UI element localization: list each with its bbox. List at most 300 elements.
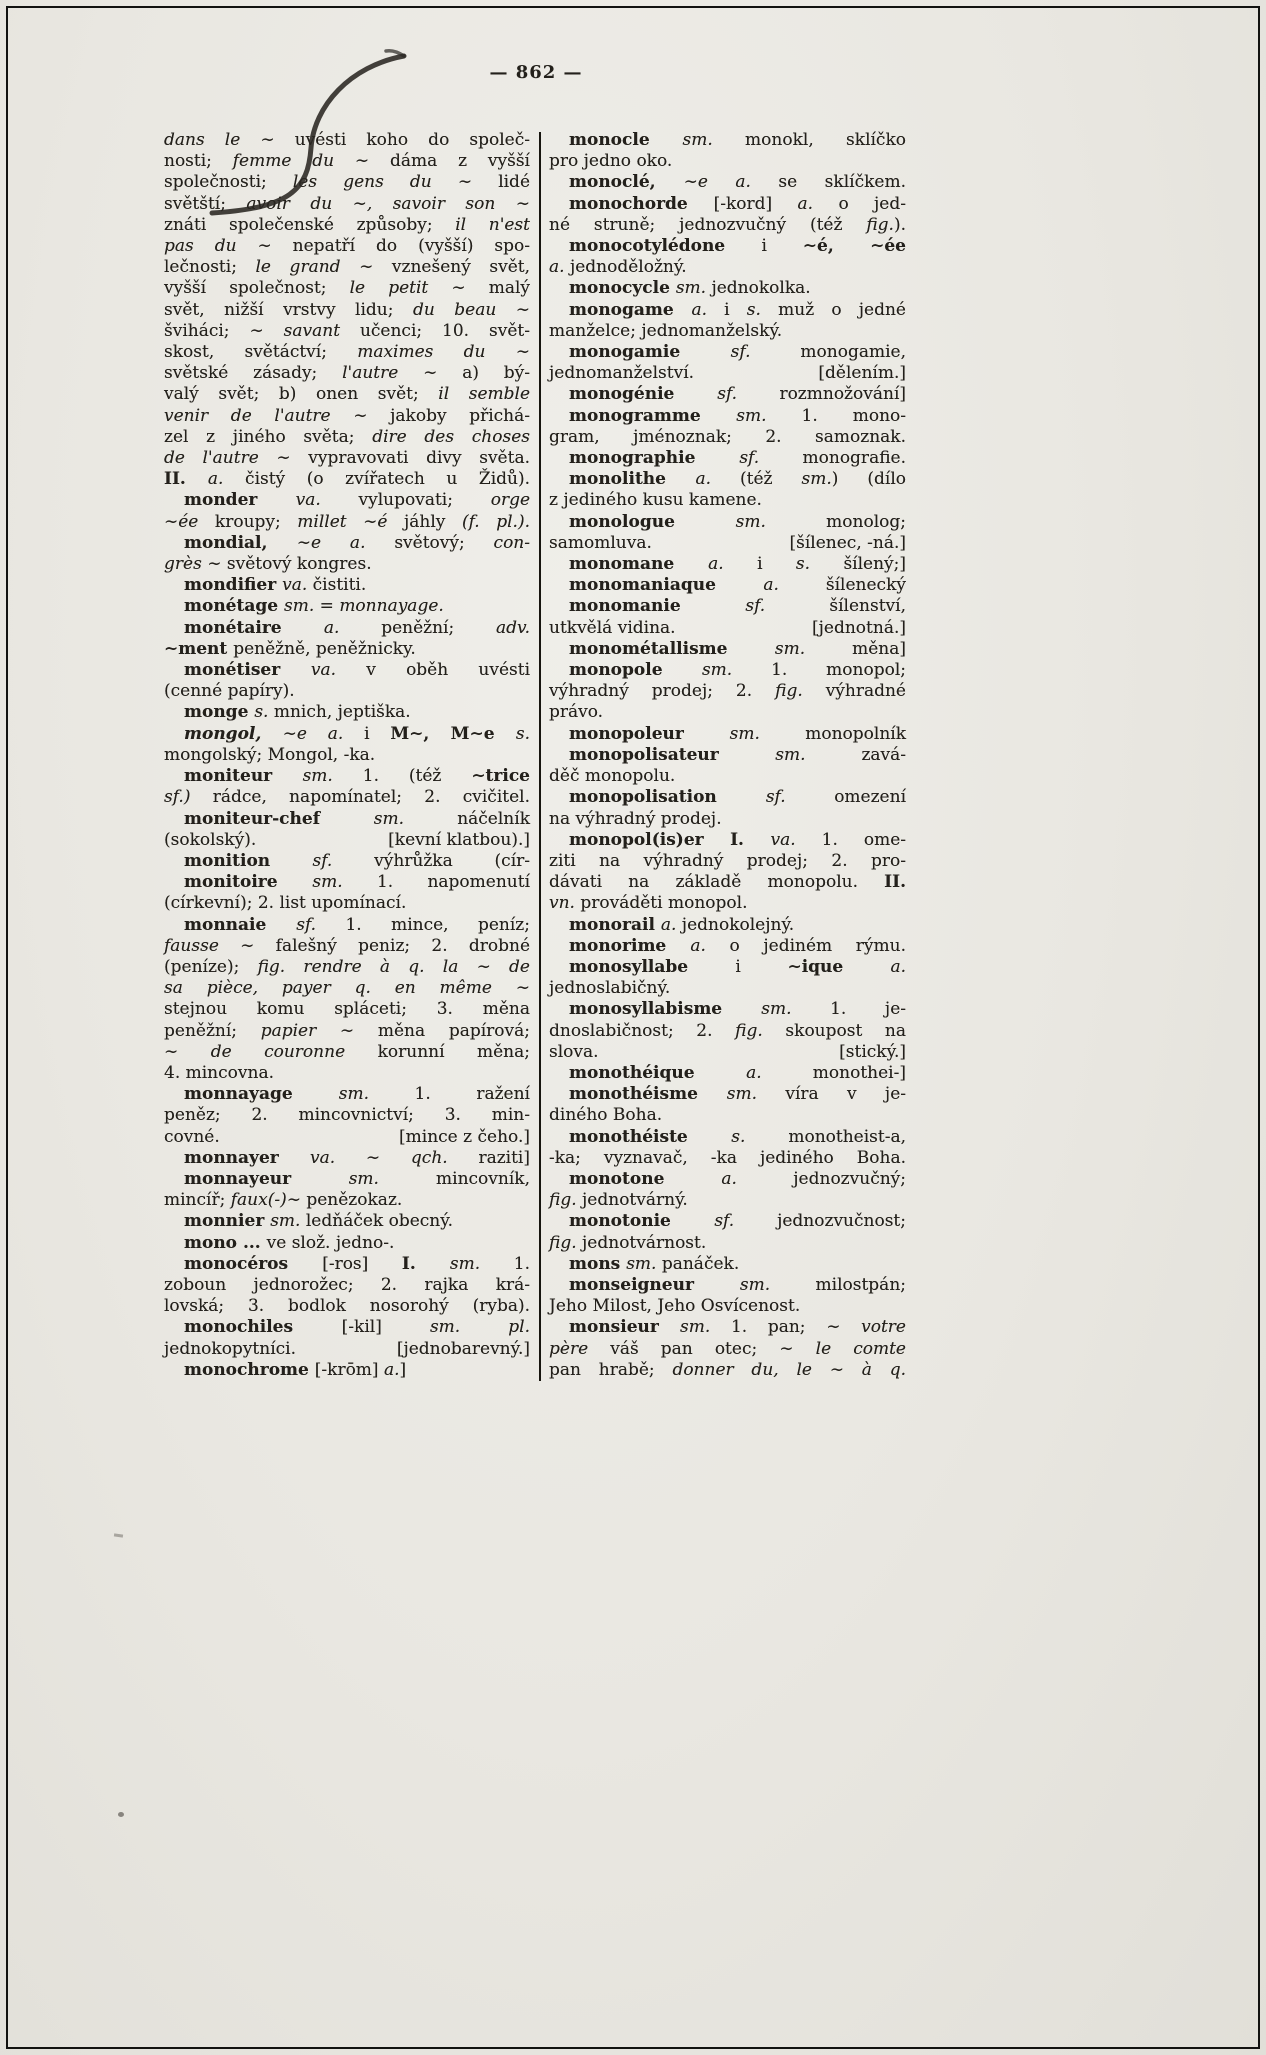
line-main-text — [164, 1275, 530, 1295]
text-segment: sm. — [729, 723, 806, 744]
text-segment: skoupost na — [785, 1020, 907, 1041]
line-main-text — [164, 448, 530, 468]
line-bracket-note — [790, 533, 907, 554]
text-segment: penězokaz. — [306, 1190, 403, 1211]
line-main-text — [549, 1190, 688, 1210]
dict-line — [549, 533, 906, 554]
dict-line — [549, 872, 906, 893]
text-segment: faux(-)∼ — [230, 1190, 307, 1211]
line-main-text — [569, 660, 906, 680]
dict-line — [164, 130, 530, 151]
dict-line — [549, 1042, 906, 1063]
dict-line — [164, 236, 530, 257]
dict-line — [549, 257, 906, 278]
text-segment: na výhradný prodej. — [549, 808, 722, 829]
text-segment: orge — [490, 490, 531, 511]
dict-line — [549, 787, 906, 808]
dict-line — [549, 830, 906, 851]
text-segment: ∼trice — [471, 766, 530, 787]
dict-line — [164, 257, 530, 278]
text-segment: monomane — [569, 554, 709, 575]
line-main-text — [549, 1021, 906, 1041]
text-segment: II. — [884, 872, 906, 893]
dict-line — [164, 660, 530, 681]
text-segment: mondifier — [184, 575, 283, 596]
line-main-text — [164, 1127, 220, 1148]
line-main-text — [184, 915, 530, 935]
line-main-text — [184, 660, 530, 680]
dict-line — [164, 215, 530, 236]
text-segment: světový kongres. — [226, 554, 372, 575]
line-main-text — [549, 427, 906, 447]
text-segment: 1. je- — [830, 999, 907, 1020]
text-segment: monochorde — [569, 193, 714, 214]
line-main-text — [549, 1105, 662, 1125]
text-segment: s. — [254, 702, 274, 723]
text-segment: monokl, sklíčko — [745, 130, 906, 150]
text-segment: jednotvárný. — [582, 1190, 688, 1211]
text-segment: venir de l'autre ∼ — [164, 405, 391, 426]
dict-line — [164, 766, 530, 787]
text-segment: mincovník, — [436, 1168, 530, 1189]
dict-line — [164, 681, 530, 702]
text-segment: sm. — [675, 278, 712, 299]
text-segment: peněžní; — [164, 1020, 261, 1041]
text-segment: s. — [746, 299, 779, 320]
dict-line — [164, 830, 530, 851]
dict-line — [164, 1339, 530, 1360]
text-segment: les gens du ∼ — [292, 172, 499, 193]
line-main-text — [164, 406, 530, 426]
text-segment: sm. — [373, 808, 458, 829]
page-number: — 862 — — [489, 62, 583, 83]
text-segment: zavá- — [861, 744, 907, 765]
text-segment: vyšší společnost; — [164, 278, 350, 299]
line-main-text — [164, 639, 416, 659]
text-segment: pro jedno oko. — [549, 151, 673, 172]
line-main-text — [164, 384, 530, 404]
dict-line — [164, 1211, 530, 1232]
dict-line — [164, 172, 530, 193]
text-segment: monnaie — [184, 914, 297, 935]
text-segment: monogame — [569, 299, 692, 320]
line-main-text — [164, 172, 530, 192]
text-segment: i — [761, 236, 803, 257]
dict-line — [164, 512, 530, 533]
dict-line — [549, 575, 906, 596]
text-segment: ∼e a. — [282, 723, 365, 744]
line-main-text — [164, 257, 530, 277]
text-segment: il n'est — [455, 214, 530, 235]
dict-line — [549, 766, 906, 787]
line-main-text — [569, 172, 906, 192]
text-segment: výhradný prodej; 2. — [549, 681, 776, 702]
text-segment: monogramme — [569, 405, 737, 426]
text-segment: va. — [295, 490, 359, 511]
dict-line — [549, 512, 906, 533]
dict-line — [549, 724, 906, 745]
dict-line — [549, 1148, 906, 1169]
line-main-text — [164, 469, 530, 489]
text-segment: sm. — [801, 469, 832, 490]
text-segment: valý svět; b) onen svět; — [164, 384, 439, 405]
text-segment: monocotylédone — [569, 236, 762, 257]
text-segment: fig. rendre à q. la ∼ de — [257, 956, 530, 977]
text-segment: mnich, jeptiška. — [273, 702, 411, 723]
text-segment: v oběh uvésti — [366, 660, 531, 681]
text-segment: ∼ique — [787, 956, 891, 977]
text-segment: pan hrabě; — [549, 1359, 673, 1380]
text-segment: a. — [690, 935, 730, 956]
text-segment: jednotvárnost. — [582, 1232, 707, 1253]
text-segment: šílenecký — [825, 575, 906, 596]
text-segment: femme du ∼ — [232, 151, 390, 172]
text-segment: monocycle — [569, 278, 676, 299]
text-segment: svět, nižší vrstvy lidu; — [164, 299, 413, 320]
text-segment: né struně; jednozvučný (též — [549, 214, 867, 235]
line-main-text — [184, 851, 530, 871]
text-segment: I. — [401, 1253, 450, 1274]
line-main-text — [569, 575, 906, 595]
text-segment: va. ∼ qch. — [310, 1147, 479, 1168]
text-segment: le petit ∼ — [349, 278, 489, 299]
dict-line — [549, 490, 906, 511]
line-main-text — [569, 1254, 739, 1274]
text-segment: sf. — [739, 448, 803, 469]
line-main-text — [549, 851, 906, 871]
dict-line — [164, 936, 530, 957]
line-main-text — [569, 999, 906, 1019]
text-segment: [jednobarevný.] — [396, 1338, 530, 1359]
text-segment: (cenné papíry). — [164, 681, 295, 702]
text-segment: covné. — [164, 1126, 220, 1147]
dict-line — [549, 851, 906, 872]
line-main-text — [164, 936, 530, 956]
text-segment: prováděti monopol. — [580, 893, 748, 914]
text-segment: monocéros — [184, 1253, 323, 1274]
text-segment: ∼ votre — [826, 1317, 906, 1338]
dict-line — [549, 978, 906, 999]
dict-line — [164, 915, 530, 936]
dict-line — [549, 1063, 906, 1084]
text-segment: du beau ∼ — [412, 299, 530, 320]
dict-line — [549, 130, 906, 151]
text-segment: monition — [184, 850, 313, 871]
line-main-text — [569, 448, 906, 468]
text-segment: kroupy; — [214, 511, 298, 532]
dict-line — [164, 1021, 530, 1042]
line-main-text — [569, 384, 906, 404]
text-segment: jednozvučný; — [793, 1168, 906, 1189]
text-segment: maximes du ∼ — [357, 342, 530, 363]
text-segment: společnosti; — [164, 172, 293, 193]
text-segment: père — [549, 1338, 611, 1359]
line-main-text — [549, 363, 694, 384]
line-main-text — [549, 766, 675, 786]
text-segment: monétage — [184, 596, 284, 617]
dict-line — [164, 554, 530, 575]
line-main-text — [569, 342, 906, 362]
dict-line — [549, 172, 906, 193]
text-segment: a. — [549, 257, 570, 278]
text-segment: [-kil] — [341, 1317, 430, 1338]
text-segment: falešný peniz; 2. drobné — [275, 935, 531, 956]
dict-line — [164, 702, 530, 723]
dict-line — [549, 936, 906, 957]
text-segment: 1. mince, peníz; — [345, 914, 530, 935]
text-segment: i — [735, 956, 788, 977]
text-segment: monnayage. — [339, 596, 444, 617]
text-segment: omezení — [834, 787, 907, 808]
line-main-text — [569, 596, 906, 616]
text-segment: monnayage — [184, 1084, 339, 1105]
text-segment: a. — [207, 469, 246, 490]
text-segment: II. — [164, 469, 208, 490]
line-bracket-note — [818, 363, 906, 384]
dict-line — [549, 278, 906, 299]
dict-line — [164, 448, 530, 469]
text-segment: ). — [893, 214, 906, 235]
text-segment: 1. (též — [362, 766, 472, 787]
text-segment: sm. — [270, 1211, 306, 1232]
text-segment: moniteur — [184, 766, 303, 787]
text-segment: il semble — [438, 384, 530, 405]
dict-line — [164, 469, 530, 490]
dict-line — [164, 533, 530, 554]
text-segment: peněžní; — [381, 617, 496, 638]
line-main-text — [569, 194, 906, 214]
text-segment: mongolský; Mongol, -ka. — [164, 744, 376, 765]
text-segment: sm. — [284, 596, 320, 617]
dict-line — [549, 554, 906, 575]
text-segment: monosyllabisme — [569, 999, 762, 1020]
line-main-text — [184, 1211, 453, 1231]
text-segment: 1. monopol; — [771, 660, 907, 681]
text-segment: šílenství, — [829, 596, 906, 617]
dict-line — [549, 915, 906, 936]
dictionary-content — [164, 130, 912, 1381]
text-segment: skost, světáctví; — [164, 342, 358, 363]
text-segment: fig. — [775, 681, 826, 702]
text-segment: jednokolka. — [711, 278, 811, 299]
text-segment: mono ... — [184, 1232, 267, 1253]
text-segment: sf. — [730, 342, 801, 363]
dict-line — [549, 1021, 906, 1042]
line-main-text — [164, 427, 530, 447]
line-main-text — [549, 1042, 599, 1063]
line-main-text — [184, 575, 366, 595]
dict-line — [164, 194, 530, 215]
text-segment: va. — [282, 575, 313, 596]
text-segment: gram, jménoznak; 2. samoznak. — [549, 426, 906, 447]
text-segment: sf. — [296, 914, 346, 935]
dict-line — [164, 406, 530, 427]
text-segment: millet ∼é — [297, 511, 405, 532]
text-segment: monolog; — [826, 511, 906, 532]
line-main-text — [569, 1211, 906, 1231]
dict-line — [549, 1211, 906, 1232]
text-segment: o jediném rýmu. — [729, 935, 906, 956]
line-main-text — [164, 215, 530, 235]
text-segment: sm. — [774, 638, 853, 659]
dict-line — [549, 1360, 906, 1381]
line-main-text — [569, 406, 906, 426]
dict-line — [549, 1233, 906, 1254]
text-segment: sm. — [736, 405, 802, 426]
dict-line — [549, 681, 906, 702]
dict-line — [549, 342, 906, 363]
text-segment: monotonie — [569, 1211, 715, 1232]
text-segment: lečnosti; — [164, 257, 256, 278]
text-segment: sm. — [739, 1274, 816, 1295]
text-segment: vypravovati divy světa. — [308, 448, 530, 469]
paper-speck-dot — [118, 1812, 124, 1817]
line-main-text — [549, 1360, 906, 1380]
line-main-text — [549, 1148, 906, 1168]
line-main-text — [569, 724, 906, 744]
text-segment: a. — [383, 1359, 400, 1380]
text-segment: muž o jedné — [778, 299, 906, 320]
text-segment: malý — [488, 278, 530, 299]
text-segment: = — [319, 596, 340, 617]
text-segment: sm. — [302, 766, 363, 787]
text-segment: sf. — [717, 384, 780, 405]
line-main-text — [164, 1063, 274, 1083]
line-main-text — [164, 342, 530, 362]
dict-line — [549, 660, 906, 681]
dict-line — [164, 384, 530, 405]
text-segment: znáti společenské způsoby; — [164, 214, 456, 235]
text-segment: výhrůžka (cír- — [374, 850, 531, 871]
line-main-text — [164, 1190, 402, 1210]
text-segment: samomluva. — [549, 532, 652, 553]
text-segment: a. — [323, 617, 382, 638]
line-main-text — [184, 766, 530, 786]
text-segment: donner du, le ∼ à q. — [672, 1359, 906, 1380]
text-segment: monocle — [569, 130, 683, 150]
text-segment: monogénie — [569, 384, 718, 405]
text-segment: i — [364, 723, 391, 744]
line-main-text — [164, 787, 530, 807]
line-main-text — [164, 554, 372, 574]
text-segment: sm. — [626, 1253, 662, 1274]
text-segment: monotone — [569, 1168, 722, 1189]
line-main-text — [184, 1084, 530, 1104]
text-segment: a. — [691, 299, 725, 320]
text-segment: i — [757, 554, 796, 575]
text-segment: ∼e a. — [683, 172, 779, 193]
text-segment: měna papírová; — [377, 1020, 530, 1041]
line-main-text — [164, 1339, 296, 1360]
line-main-text — [569, 787, 906, 807]
dict-line — [164, 978, 530, 999]
text-segment: a. — [763, 575, 826, 596]
line-bracket-note — [812, 618, 906, 639]
text-segment: monolithe — [569, 469, 696, 490]
line-main-text — [569, 300, 906, 320]
text-segment: měna] — [852, 638, 906, 659]
text-segment: [jednotná.] — [812, 617, 906, 638]
dict-line — [164, 1296, 530, 1317]
text-segment: i — [724, 299, 747, 320]
line-main-text — [569, 1084, 906, 1104]
dict-line — [164, 872, 530, 893]
text-segment: va. — [310, 660, 367, 681]
dict-line — [164, 618, 530, 639]
text-segment: papier ∼ — [260, 1020, 378, 1041]
text-segment: učenci; 10. svět- — [359, 320, 530, 341]
line-main-text — [164, 745, 375, 765]
text-segment: monnier — [184, 1211, 271, 1232]
line-bracket-note — [397, 1339, 530, 1360]
dict-line — [164, 1190, 530, 1211]
dict-line — [164, 1042, 530, 1063]
text-segment: panáček. — [661, 1253, 740, 1274]
line-main-text — [184, 490, 530, 510]
dict-line — [164, 427, 530, 448]
text-segment: náčelník — [457, 808, 530, 829]
dict-line — [164, 575, 530, 596]
text-segment: sf. — [765, 787, 835, 808]
text-segment: monsieur — [569, 1317, 681, 1338]
text-segment: monomaniaque — [569, 575, 764, 596]
line-main-text — [549, 257, 687, 277]
line-main-text — [164, 893, 406, 913]
dict-line — [164, 639, 530, 660]
text-segment: l'autre ∼ — [342, 363, 463, 384]
dict-line — [549, 469, 906, 490]
text-segment: raziti] — [478, 1147, 530, 1168]
line-main-text — [164, 1021, 530, 1041]
text-segment: rozmnožování] — [779, 384, 907, 405]
dict-line — [549, 618, 906, 639]
dict-line — [549, 406, 906, 427]
text-segment: monopolník — [805, 723, 907, 744]
dict-line — [549, 957, 906, 978]
line-main-text — [184, 1169, 530, 1189]
dict-line — [164, 1275, 530, 1296]
text-segment: monochrome — [184, 1359, 315, 1380]
dict-line — [164, 809, 530, 830]
text-segment: a) bý- — [462, 363, 531, 384]
text-segment: [mince z čeho.] — [399, 1126, 530, 1147]
text-segment: monnayer — [184, 1147, 310, 1168]
text-segment: 1. ome- — [821, 829, 906, 850]
text-segment: monotheist-a, — [788, 1126, 906, 1147]
dict-line — [164, 1084, 530, 1105]
text-segment: vznešený svět, — [391, 257, 531, 278]
line-main-text — [164, 151, 530, 171]
line-main-text — [569, 554, 906, 574]
text-segment: I. — [730, 829, 771, 850]
line-main-text — [164, 130, 530, 150]
text-segment: monochiles — [184, 1317, 342, 1338]
text-segment: právo. — [549, 702, 604, 723]
text-segment: peněz; 2. mincovnictví; 3. min- — [164, 1105, 530, 1126]
text-segment: vylupovati; — [358, 490, 491, 511]
dict-line — [549, 1105, 906, 1126]
text-segment: (f. pl.). — [461, 511, 530, 532]
text-segment: adv. — [495, 617, 530, 638]
dict-line — [164, 1317, 530, 1338]
text-segment: jáhly — [404, 511, 462, 532]
text-segment: ziti na výhradný prodej; 2. pro- — [549, 850, 906, 871]
line-main-text — [184, 1254, 530, 1274]
text-segment: sm. — [338, 1084, 415, 1105]
text-segment: monge — [184, 702, 255, 723]
dict-line — [164, 363, 530, 384]
line-main-text — [569, 278, 811, 298]
